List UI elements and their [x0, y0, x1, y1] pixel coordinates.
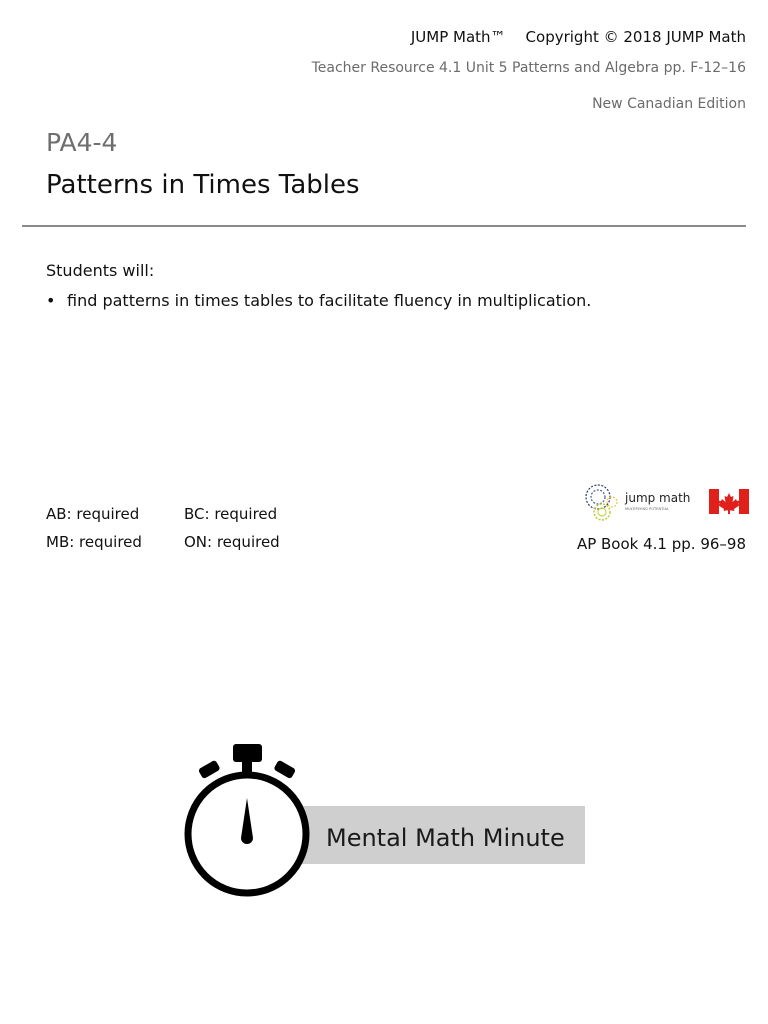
stopwatch-icon: [188, 744, 306, 893]
lesson-code: PA4-4: [46, 128, 118, 157]
objective-text: find patterns in times tables to facilitate fluency in multiplication.: [67, 291, 592, 310]
header-copyright-line: [391, 28, 746, 46]
ap-book-reference: AP Book 4.1 pp. 96–98: [576, 535, 746, 553]
bullet-icon: •: [46, 291, 56, 310]
mental-math-minute-label: Mental Math Minute: [326, 824, 565, 852]
objectives-intro: Students will:: [46, 261, 155, 280]
mental-math-minute-graphic: [180, 740, 590, 905]
jump-math-logo: [583, 481, 751, 523]
jump-math-logo-graphic: [583, 481, 751, 523]
objective-item: [46, 291, 591, 310]
resource-reference: Teacher Resource 4.1 Unit 5 Patterns and Algebra pp. F-12–16: [311, 60, 746, 76]
copyright-text: Copyright © 2018 JUMP Math: [525, 28, 746, 46]
edition-label: New Canadian Edition: [592, 96, 746, 112]
requirement-mb: MB: required: [46, 533, 142, 551]
requirement-on: ON: required: [184, 533, 280, 551]
requirement-bc: BC: required: [184, 505, 278, 523]
brand-name: JUMP Math™: [410, 28, 506, 46]
canada-flag-icon: [709, 489, 749, 514]
mental-math-minute-banner: [180, 740, 590, 905]
logo-wordmark: jump math: [625, 491, 691, 505]
title-divider: [22, 225, 746, 227]
logo-tagline: MULTIPLYING POTENTIAL: [625, 507, 669, 511]
lesson-title: Patterns in Times Tables: [46, 170, 360, 200]
requirement-ab: AB: required: [46, 505, 140, 523]
